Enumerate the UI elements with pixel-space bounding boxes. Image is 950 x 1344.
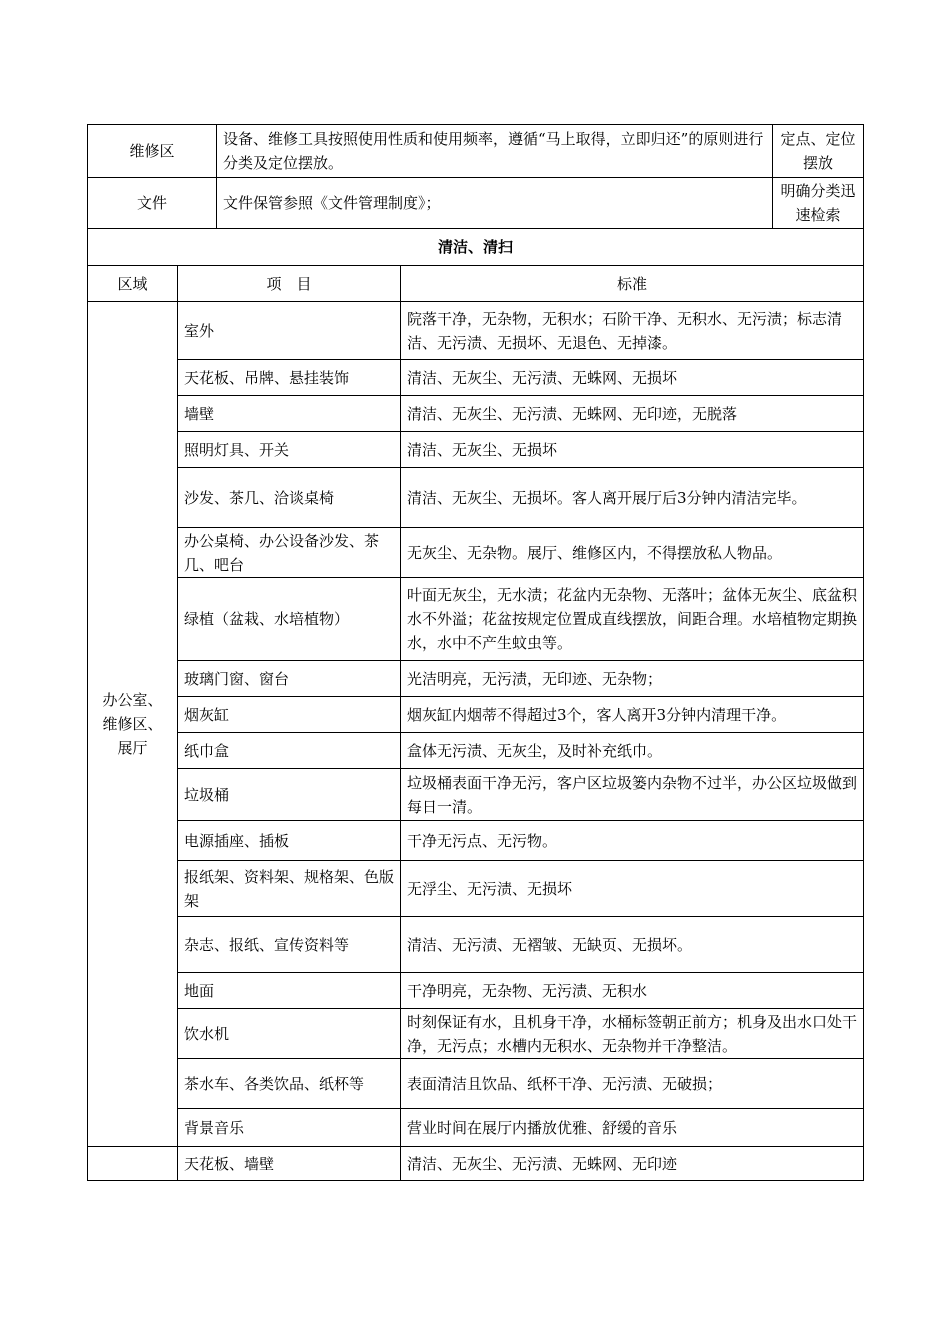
item-cell: 室外 xyxy=(178,302,401,360)
standard-cell: 烟灰缸内烟蒂不得超过3个，客人离开3分钟内清理干净。 xyxy=(401,697,864,733)
standard-cell: 干净明亮，无杂物、无污渍、无积水 xyxy=(401,973,864,1009)
header-row xyxy=(88,266,864,302)
table-row xyxy=(88,360,864,396)
item-cell: 烟灰缸 xyxy=(178,697,401,733)
section-title-row xyxy=(88,229,864,266)
management-table xyxy=(87,124,864,229)
item-cell: 天花板、吊牌、悬挂装饰 xyxy=(178,360,401,396)
header-standard: 标准 xyxy=(401,266,864,302)
table-row xyxy=(88,125,864,178)
group-area-cell xyxy=(88,302,178,1147)
table-row xyxy=(88,578,864,661)
item-cell: 茶水车、各类饮品、纸杯等 xyxy=(178,1059,401,1109)
standard-cell: 时刻保证有水，且机身干净，水桶标签朝正前方；机身及出水口处干净，无污点；水槽内无积水、无杂物并干净整洁。 xyxy=(401,1009,864,1059)
standard-cell: 清洁、无污渍、无褶皱、无缺页、无损坏。 xyxy=(401,917,864,973)
table-row xyxy=(88,769,864,821)
table-row xyxy=(88,468,864,528)
item-cell: 办公桌椅、办公设备沙发、茶几、吧台 xyxy=(178,528,401,578)
item-cell: 垃圾桶 xyxy=(178,769,401,821)
item-cell: 玻璃门窗、窗台 xyxy=(178,661,401,697)
standard-cell: 垃圾桶表面干净无污，客户区垃圾篓内杂物不过半，办公区垃圾做到每日一清。 xyxy=(401,769,864,821)
area-cell: 维修区 xyxy=(88,125,217,178)
item-cell: 背景音乐 xyxy=(178,1109,401,1147)
content-cell: 设备、维修工具按照使用性质和使用频率，遵循“马上取得，立即归还”的原则进行分类及定位摆放。 xyxy=(217,125,773,178)
area-cell: 文件 xyxy=(88,178,217,229)
header-area: 区域 xyxy=(88,266,178,302)
group-area-label: 办公室、维修区、展厅 xyxy=(102,691,163,757)
item-cell: 杂志、报纸、宣传资料等 xyxy=(178,917,401,973)
item-cell: 绿植（盆栽、水培植物） xyxy=(178,578,401,661)
table-row xyxy=(88,1109,864,1147)
standard-cell: 清洁、无灰尘、无污渍、无蛛网、无印迹 xyxy=(401,1147,864,1181)
item-cell: 天花板、墙壁 xyxy=(178,1147,401,1181)
standard-cell: 盒体无污渍、无灰尘，及时补充纸巾。 xyxy=(401,733,864,769)
table-row xyxy=(88,1147,864,1181)
item-cell: 报纸架、资料架、规格架、色版架 xyxy=(178,861,401,917)
standard-cell: 叶面无灰尘，无水渍；花盆内无杂物、无落叶；盆体无灰尘、底盆积水不外溢；花盆按规定位置成直线摆放，间距合理。水培植物定期换水，水中不产生蚊虫等。 xyxy=(401,578,864,661)
standard-cell: 清洁、无灰尘、无损坏 xyxy=(401,432,864,468)
standard-cell: 光洁明亮，无污渍，无印迹、无杂物； xyxy=(401,661,864,697)
item-cell: 沙发、茶几、洽谈桌椅 xyxy=(178,468,401,528)
table-row xyxy=(88,528,864,578)
standard-cell: 清洁、无灰尘、无污渍、无蛛网、无损坏 xyxy=(401,360,864,396)
header-item: 项 目 xyxy=(178,266,401,302)
standard-cell: 清洁、无灰尘、无损坏。客人离开展厅后3分钟内清洁完毕。 xyxy=(401,468,864,528)
item-cell: 饮水机 xyxy=(178,1009,401,1059)
item-cell: 电源插座、插板 xyxy=(178,821,401,861)
table-row xyxy=(88,396,864,432)
standard-cell: 表面清洁且饮品、纸杯干净、无污渍、无破损； xyxy=(401,1059,864,1109)
table-row xyxy=(88,1059,864,1109)
standard-cell: 无灰尘、无杂物。展厅、维修区内，不得摆放私人物品。 xyxy=(401,528,864,578)
standard-cell: 清洁、无灰尘、无污渍、无蛛网、无印迹，无脱落 xyxy=(401,396,864,432)
item-cell: 地面 xyxy=(178,973,401,1009)
standard-cell: 营业时间在展厅内播放优雅、舒缓的音乐 xyxy=(401,1109,864,1147)
table-row xyxy=(88,821,864,861)
content-cell: 文件保管参照《文件管理制度》； xyxy=(217,178,773,229)
item-cell: 照明灯具、开关 xyxy=(178,432,401,468)
table-row xyxy=(88,661,864,697)
item-cell: 纸巾盒 xyxy=(178,733,401,769)
table-row xyxy=(88,861,864,917)
table-row xyxy=(88,733,864,769)
table-row xyxy=(88,178,864,229)
table-row xyxy=(88,917,864,973)
note-cell: 明确分类迅速检索 xyxy=(773,178,864,229)
cleaning-table xyxy=(87,228,864,1181)
standard-cell: 院落干净，无杂物，无积水；石阶干净、无积水、无污渍；标志清洁、无污渍、无损坏、无退色、无掉漆。 xyxy=(401,302,864,360)
table-row xyxy=(88,432,864,468)
item-cell: 墙壁 xyxy=(178,396,401,432)
table-row xyxy=(88,697,864,733)
section-title: 清洁、清扫 xyxy=(88,229,864,266)
table-row xyxy=(88,302,864,360)
standard-cell: 无浮尘、无污渍、无损坏 xyxy=(401,861,864,917)
table-row xyxy=(88,973,864,1009)
standard-cell: 干净无污点、无污物。 xyxy=(401,821,864,861)
note-cell: 定点、定位摆放 xyxy=(773,125,864,178)
table-row xyxy=(88,1009,864,1059)
area-cell xyxy=(88,1147,178,1181)
